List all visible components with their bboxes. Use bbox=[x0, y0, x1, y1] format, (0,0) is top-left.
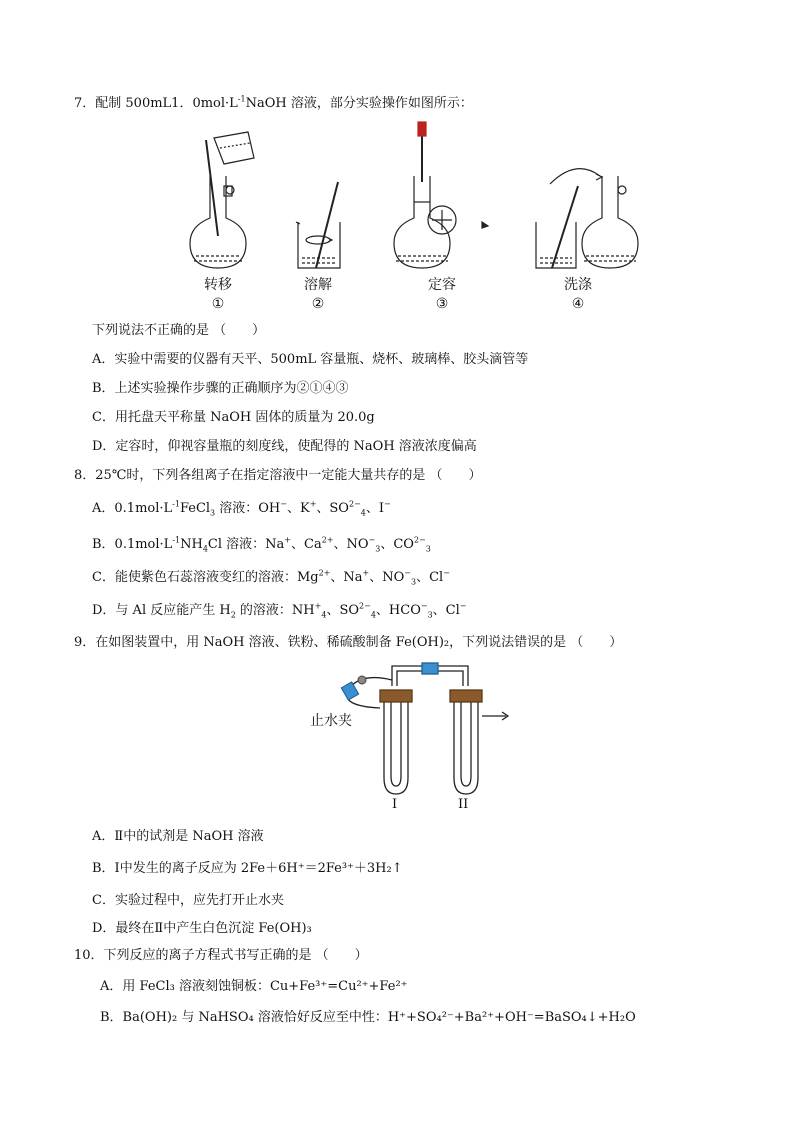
step-4-number: ④ bbox=[571, 296, 585, 312]
step-1-caption: 转移 bbox=[204, 277, 232, 293]
q10-option-a[interactable]: A．用 FeCl₃ 溶液刻蚀铜板：Cu+Fe³⁺=Cu²⁺+Fe²⁺ bbox=[100, 979, 408, 994]
step-3-number: ③ bbox=[435, 296, 449, 312]
step-2-caption: 溶解 bbox=[304, 277, 332, 293]
step-2-number: ② bbox=[311, 296, 325, 312]
clamp-label: 止水夹 bbox=[310, 713, 352, 729]
q7-option-c[interactable]: C．用托盘天平称量 NaOH 固体的质量为 20.0g bbox=[92, 410, 375, 425]
q10-stem: 10．下列反应的离子方程式书写正确的是 （ ） bbox=[74, 948, 368, 963]
tube-2-label: II bbox=[458, 797, 469, 812]
q7-option-d[interactable]: D．定容时，仰视容量瓶的刻度线，使配得的 NaOH 溶液浓度偏高 bbox=[92, 439, 477, 454]
tube-1-label: I bbox=[392, 797, 398, 812]
q7-option-b[interactable]: B．上述实验操作步骤的正确顺序为②①④③ bbox=[92, 381, 349, 396]
q9-option-a[interactable]: A．Ⅱ中的试剂是 NaOH 溶液 bbox=[92, 829, 264, 844]
q8-option-c[interactable]: C．能使紫色石蕊溶液变红的溶液：$Mg^{2+}$、Na+、$NO^-_3$、Cl− bbox=[92, 568, 450, 587]
q8-option-a[interactable]: A．$0.1mol\cdot L^{-1}FeCl_3$ 溶液：OH−、K+、$SO^{2-}_4$、I− bbox=[92, 499, 391, 518]
q9-option-c[interactable]: C．实验过程中，应先打开止水夹 bbox=[92, 893, 284, 908]
q9-figure bbox=[300, 658, 520, 818]
water-clamp bbox=[341, 676, 366, 700]
step-4-caption: 洗涤 bbox=[564, 277, 592, 293]
q8-stem: 8．25℃时，下列各组离子在指定溶液中一定能大量共存的是 （ ） bbox=[74, 468, 482, 483]
step-1-number: ① bbox=[211, 296, 225, 312]
transfer-apparatus bbox=[190, 132, 254, 268]
q8-option-b[interactable]: B．$0.1mol\cdot L^{-1}NH_4Cl$ 溶液：Na+、$Ca^{2+}$、$NO^-_3$、$CO^{2-}_3$ bbox=[92, 535, 431, 554]
q9-option-d[interactable]: D．最终在Ⅱ中产生白色沉淀 Fe(OH)₃ bbox=[92, 921, 312, 936]
q8-option-d[interactable]: D．与 Al 反应能产生 $H_2$ 的溶液：$NH^+_4$、$SO^{2-}_4$、$HCO^-_3$、Cl− bbox=[92, 601, 467, 620]
q10-option-b[interactable]: B．Ba(OH)₂ 与 NaHSO₄ 溶液恰好反应至中性：H⁺+SO₄²⁻+Ba²⁺+OH⁻=BaSO₄↓+H₂O bbox=[100, 1010, 636, 1025]
dissolve-apparatus bbox=[296, 182, 340, 268]
q7-prompt: 下列说法不正确的是 （ ） bbox=[92, 323, 266, 338]
step-3-caption: 定容 bbox=[428, 277, 456, 293]
q7-option-a[interactable]: A．实验中需要的仪器有天平、500mL 容量瓶、烧杯、玻璃棒、胶头滴管等 bbox=[92, 352, 529, 367]
q7-stem: 7．配制 500mL1．$0mol\cdot L^{-1}NaOH$ 溶液，部分实验操作如图所示： bbox=[74, 94, 473, 111]
wash-apparatus bbox=[536, 169, 638, 268]
make-up-volume-apparatus bbox=[394, 122, 488, 268]
q9-stem: 9．在如图装置中，用 NaOH 溶液、铁粉、稀硫酸制备 Fe(OH)₂，下列说法错误的是 （ ） bbox=[74, 635, 623, 650]
q9-option-b[interactable]: B．Ⅰ中发生的离子反应为 2Fe＋6H⁺＝2Fe³⁺＋3H₂↑ bbox=[92, 861, 403, 876]
q7-figure bbox=[180, 118, 640, 278]
